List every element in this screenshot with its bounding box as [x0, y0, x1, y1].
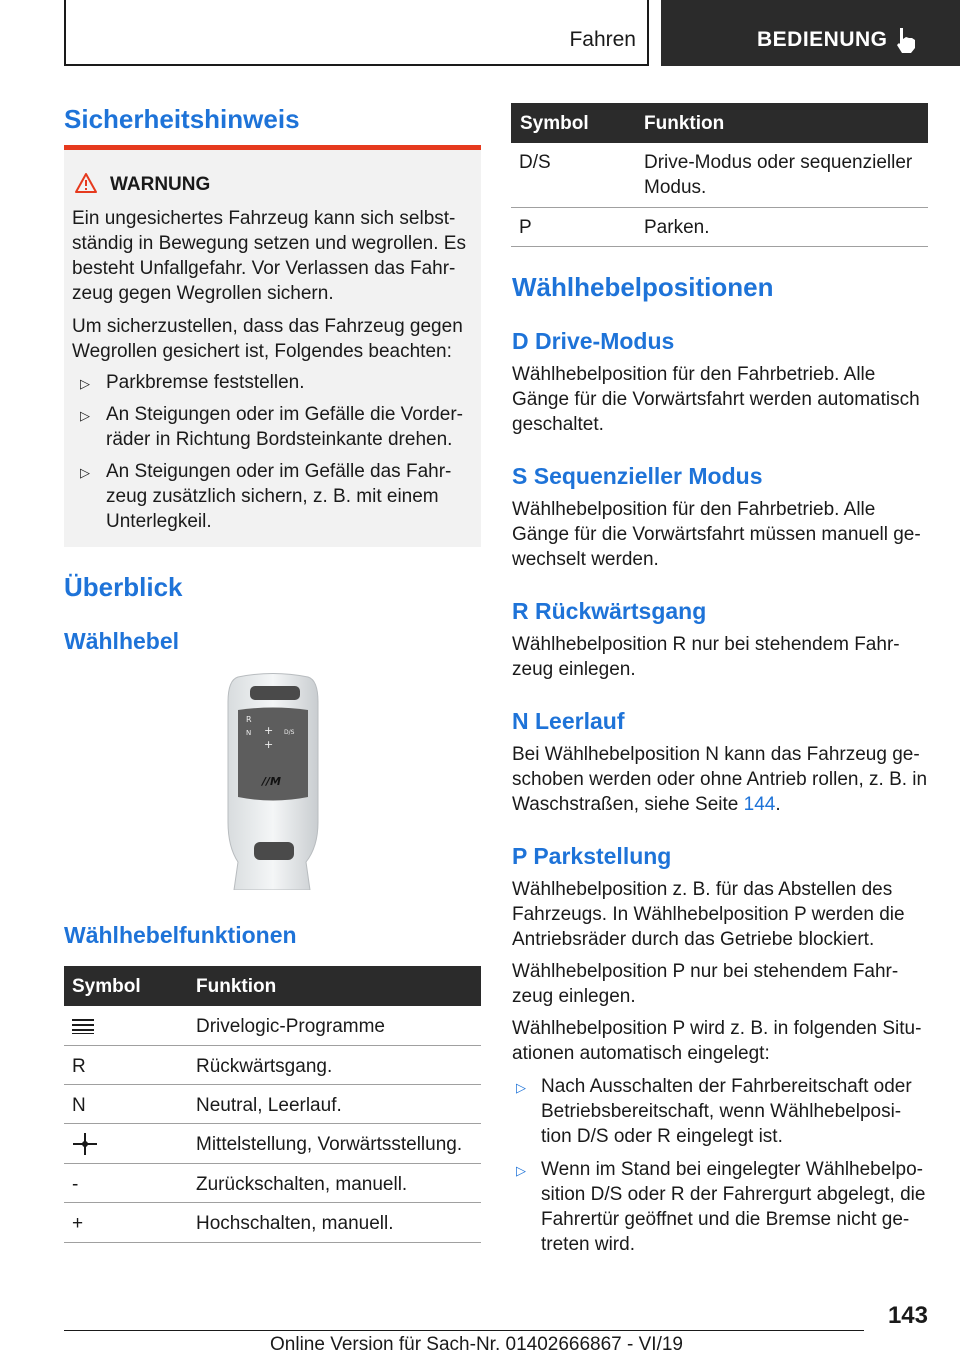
table-row-divider: [64, 1163, 481, 1164]
table-row-divider: [64, 1123, 481, 1124]
positions-title: Wählhebelpositionen: [512, 272, 774, 302]
svg-text:+: +: [264, 724, 274, 737]
p-mode-title: P Parkstellung: [512, 843, 672, 869]
r-mode-text: Wählhebelposition R nur bei stehendem Fahr-: [512, 634, 900, 655]
svg-text:N: N: [246, 729, 252, 737]
p-bullet: Wenn im Stand bei eingelegter Wählhebelpo-: [541, 1159, 923, 1180]
svg-text:D/S: D/S: [284, 729, 295, 736]
r-mode-text: zeug einlegen.: [512, 659, 636, 680]
header-rule: [64, 64, 649, 66]
n-mode-text: schoben werden oder ohne Antrieb rollen, z. B. in: [512, 769, 928, 790]
bullet-icon: ▷: [80, 408, 90, 423]
table1-header: [64, 966, 481, 1006]
bullet-icon: ▷: [80, 376, 90, 391]
warning-label: WARNUNG: [110, 174, 211, 195]
gear-lever-image: [224, 672, 322, 890]
d-mode-title: D Drive-Modus: [512, 328, 675, 354]
table2-col-function: Funktion: [644, 113, 725, 134]
p-bullet: Fahrertür geöffnet und die Bremse nicht ge-: [541, 1209, 910, 1230]
center-position-icon: [70, 1131, 100, 1157]
warning-bullet: An Steigungen oder im Gefälle das Fahr-: [106, 461, 452, 482]
warning-line: Ein ungesichertes Fahrzeug kann sich selbst-: [72, 208, 456, 229]
n-mode-text: Waschstraßen, siehe Seite: [512, 794, 744, 815]
table-row-divider: [64, 1202, 481, 1203]
d-mode-text: Gänge für die Vorwärtsfahrt werden automatisch: [512, 389, 920, 410]
table1-col-function: Funktion: [196, 976, 277, 997]
svg-text:+: +: [264, 738, 274, 751]
footer-rule: [64, 1330, 864, 1331]
warning-bullet: zeug zusätzlich sichern, z. B. mit einem: [106, 486, 439, 507]
page-reference-link[interactable]: 144: [743, 794, 776, 815]
page-number: 143: [887, 1302, 928, 1329]
table2-symbol: D/S: [519, 152, 551, 173]
header-rule-left: [64, 0, 66, 66]
table-row-divider: [64, 1084, 481, 1085]
warning-bullet: An Steigungen oder im Gefälle die Vorder-: [106, 404, 463, 425]
s-mode-text: Gänge für die Vorwärtsfahrt müssen manuell ge-: [512, 524, 921, 545]
drivelogic-icon: [70, 1016, 96, 1036]
s-mode-text: Wählhebelposition für den Fahrbetrieb. Alle: [512, 499, 876, 520]
overview-title: Überblick: [64, 572, 183, 602]
n-mode-text: Bei Wählhebelposition N kann das Fahrzeug ge-: [512, 744, 920, 765]
warning-line: Wegrollen gesichert ist, Folgendes beachten:: [72, 341, 452, 362]
p-mode-text: Antriebsräder durch das Getriebe blockiert.: [512, 929, 875, 950]
bullet-icon: ▷: [516, 1163, 526, 1178]
svg-text:R: R: [246, 715, 252, 724]
n-mode-text-line: [512, 792, 781, 817]
table1-symbol: +: [72, 1213, 84, 1234]
p-bullet: treten wird.: [541, 1234, 635, 1255]
table2-symbol: P: [519, 217, 532, 238]
s-mode-title: S Sequenzieller Modus: [512, 463, 763, 489]
footer-text: Online Version für Sach-Nr. 01402666867 - VI/19: [270, 1334, 683, 1355]
p-bullet: tion D/S oder R eingelegt ist.: [541, 1126, 783, 1147]
table2-col-symbol: Symbol: [520, 113, 589, 134]
functions-title: Wählhebelfunktionen: [64, 922, 297, 948]
table-row-divider: [511, 246, 928, 247]
bullet-icon: ▷: [516, 1080, 526, 1095]
warning-line: Um sicherzustellen, dass das Fahrzeug gegen: [72, 316, 463, 337]
d-mode-text: geschaltet.: [512, 414, 604, 435]
table1-function: Neutral, Leerlauf.: [196, 1095, 342, 1116]
p-bullet: Betriebsbereitschaft, wenn Wählhebelposi-: [541, 1101, 902, 1122]
warning-line: zeug gegen Wegrollen sichern.: [72, 283, 334, 304]
table1-col-symbol: Symbol: [72, 976, 141, 997]
hand-pointer-icon: [894, 26, 920, 54]
table2-function: Parken.: [644, 217, 710, 238]
r-mode-title: R Rückwärtsgang: [512, 598, 707, 624]
bullet-icon: ▷: [80, 465, 90, 480]
table1-function: Rückwärtsgang.: [196, 1056, 333, 1077]
safety-title: Sicherheitshinweis: [64, 104, 300, 134]
table-row-divider: [64, 1242, 481, 1243]
p-bullet: sition D/S oder R der Fahrergurt abgelegt, die: [541, 1184, 926, 1205]
p-mode-text: Wählhebelposition P wird z. B. in folgenden Situ-: [512, 1018, 922, 1039]
p-bullet: Nach Ausschalten der Fahrbereitschaft oder: [541, 1076, 912, 1097]
table1-function: Drivelogic-Programme: [196, 1016, 385, 1037]
header-chapter: BEDIENUNG: [757, 28, 888, 51]
table2-function: Modus.: [644, 177, 707, 198]
warning-bullet: räder in Richtung Bordsteinkante drehen.: [106, 429, 453, 450]
table1-function: Zurückschalten, manuell.: [196, 1174, 408, 1195]
warning-bullet: Unterlegkeil.: [106, 511, 212, 532]
table1-symbol: -: [72, 1174, 79, 1195]
table1-symbol: R: [72, 1056, 86, 1077]
p-mode-text: Fahrzeugs. In Wählhebelposition P werden die: [512, 904, 905, 925]
header-section: Fahren: [569, 28, 636, 51]
table1-function: Mittelstellung, Vorwärtsstellung.: [196, 1134, 463, 1155]
table2-header: [511, 103, 928, 143]
svg-text://M: //M: [262, 775, 281, 788]
lever-title: Wählhebel: [64, 628, 180, 654]
p-mode-text: Wählhebelposition P nur bei stehendem Fahr-: [512, 961, 899, 982]
warning-triangle-icon: [74, 172, 98, 194]
table2-function: Drive-Modus oder sequenzieller: [644, 152, 913, 173]
warning-line: ständig in Bewegung setzen und wegrollen. Es: [72, 233, 466, 254]
table-row-divider: [64, 1045, 481, 1046]
table-row-divider: [511, 207, 928, 208]
table1-symbol: N: [72, 1095, 86, 1116]
p-mode-text: zeug einlegen.: [512, 986, 636, 1007]
n-mode-title: N Leerlauf: [512, 708, 625, 734]
d-mode-text: Wählhebelposition für den Fahrbetrieb. Alle: [512, 364, 876, 385]
table1-function: Hochschalten, manuell.: [196, 1213, 394, 1234]
warning-bullet: Parkbremse feststellen.: [106, 372, 305, 393]
p-mode-text: ationen automatisch eingelegt:: [512, 1043, 770, 1064]
n-mode-text-end: .: [775, 794, 781, 815]
p-mode-text: Wählhebelposition z. B. für das Abstellen des: [512, 879, 893, 900]
warning-line: besteht Unfallgefahr. Vor Verlassen das Fahr-: [72, 258, 456, 279]
header-rule-divider: [647, 0, 649, 66]
s-mode-text: wechselt werden.: [512, 549, 659, 570]
